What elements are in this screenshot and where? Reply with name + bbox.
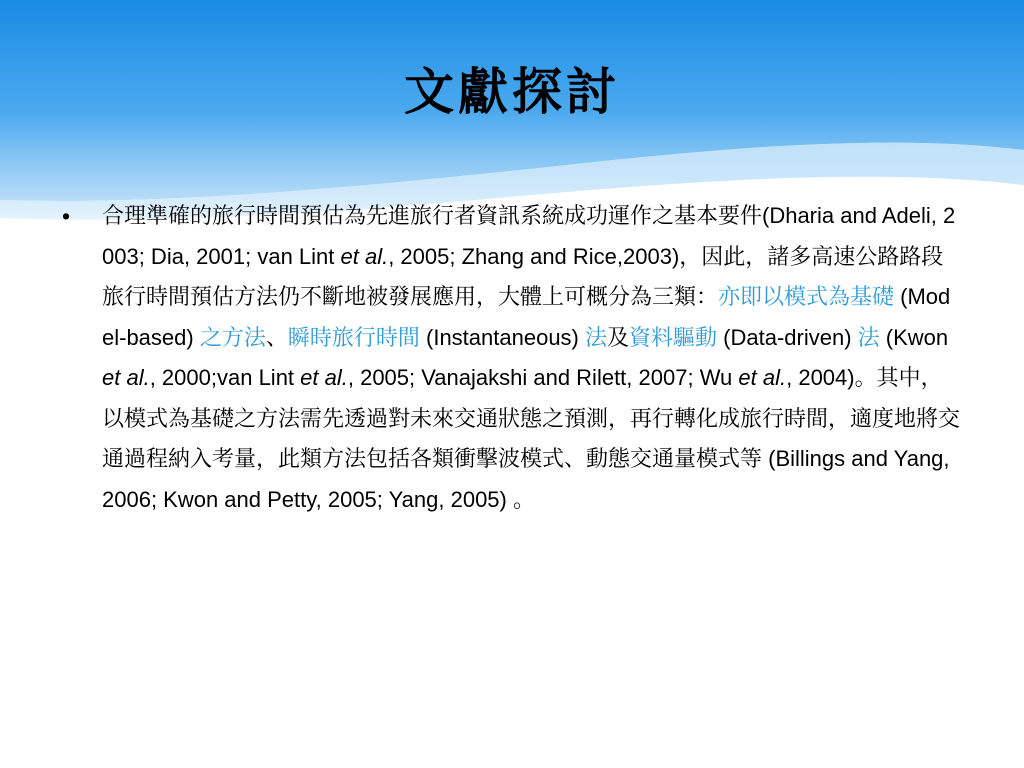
- highlighted-term: 法: [585, 324, 608, 350]
- italic-citation-text: et al.: [102, 365, 150, 390]
- paragraph-text: 、: [265, 324, 288, 350]
- paragraph-text: (Instantaneous): [419, 324, 585, 350]
- highlighted-term: 法: [857, 324, 880, 350]
- highlighted-term: 之方法: [199, 324, 266, 350]
- paragraph-text: , 2005; Vanajakshi and Rilett, 2007; Wu: [347, 365, 739, 390]
- italic-citation-text: et al.: [738, 365, 787, 390]
- paragraph-text: 合理準確的旅行時間預估為先進旅行者資訊系統成功運作之基本要件(Dharia and Adeli, 2003; Dia, 2001; van Lint: [102, 203, 956, 269]
- paragraph-text: , 2000;van Lint: [149, 365, 301, 390]
- paragraph-text: (Data-driven): [717, 324, 858, 350]
- paragraph-text: (Model-based): [102, 284, 951, 350]
- highlighted-term: 瞬時旅行時間: [287, 324, 420, 350]
- bullet-item: [62, 196, 962, 520]
- content-area: [62, 196, 962, 520]
- bullet-paragraph: [102, 196, 962, 520]
- paragraph-text: 及: [607, 324, 630, 350]
- highlighted-term: 資料驅動: [629, 324, 718, 350]
- bullet-marker: •: [62, 203, 71, 229]
- italic-citation-text: et al.: [300, 365, 348, 390]
- slide-title: 文獻探討: [404, 62, 620, 121]
- paragraph-text: (Kwon: [879, 324, 949, 350]
- highlighted-term: 亦即以模式為基礎: [718, 284, 901, 309]
- paragraph-text: , 2004)。其中，以模式為基礎之方法需先透過對未來交通狀態之預測，再行轉化成旅行時間，適度地將交通過程納入考量，此類方法包括各類衝擊波模式、動態交通量模式等 (Billings and Yang, 2006; Kwon and Petty, 2005; Yang, 2005) 。: [102, 365, 961, 512]
- paragraph-text: , 2005; Zhang and Rice,2003)，因此，諸多高速公路路段旅行時間預估方法仍不斷地被發展應用，大體上可概分為三類：: [102, 243, 944, 309]
- italic-citation-text: et al.: [340, 243, 389, 269]
